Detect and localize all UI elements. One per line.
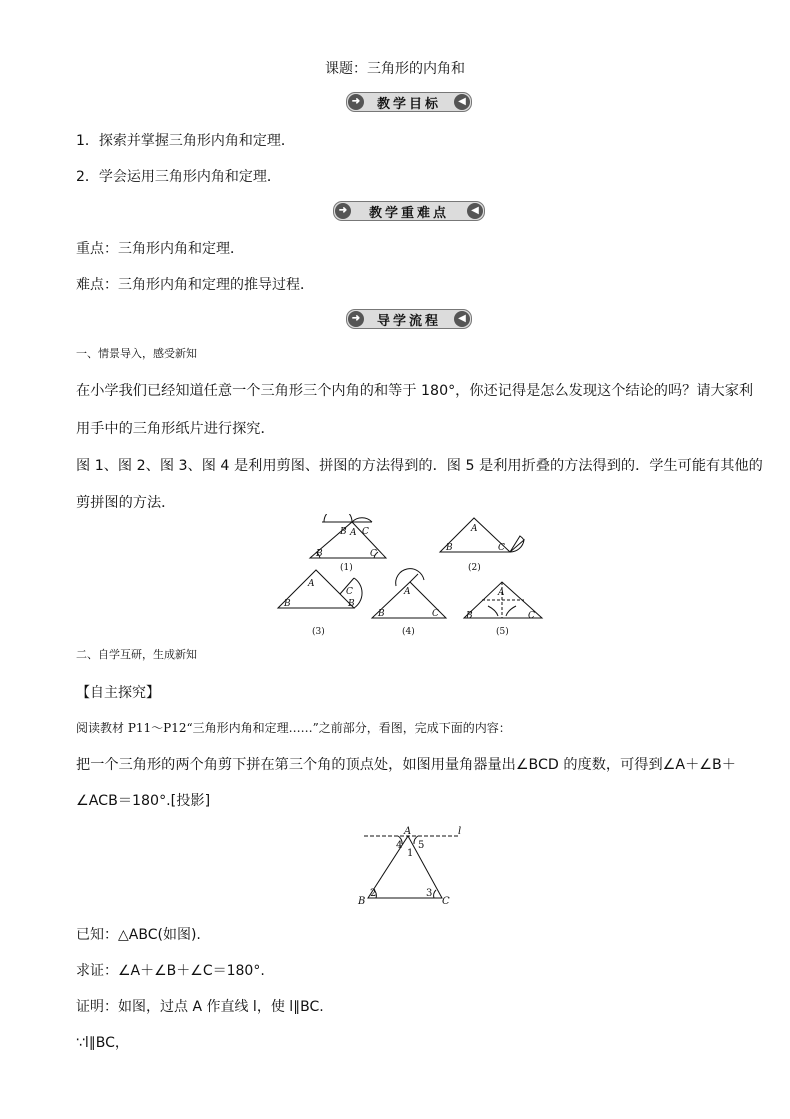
triangle-parallel-line-figure <box>350 824 470 906</box>
part2-heading: 二、自学互研，生成新知 <box>76 648 197 661</box>
triangle-cut-figures <box>270 514 550 642</box>
vertex-label: B <box>316 549 323 559</box>
vertex-label: B <box>466 611 473 621</box>
vertex-label: C <box>528 611 535 621</box>
vertex-label: A <box>471 524 478 534</box>
paragraph-line: 图 1、图 2、图 3、图 4 是利用剪图、拼图的方法得到的．图 5 是利用折叠的方法得到的．学生可能有其他的 <box>76 458 763 474</box>
section-banner-difficulty <box>333 201 485 221</box>
vertex-label: B <box>378 609 385 619</box>
vertex-label: A <box>350 528 357 538</box>
paragraph-line: ∠ACB＝180°.[投影] <box>76 793 211 809</box>
given-statement: 已知：△ABC(如图). <box>76 927 201 943</box>
part1-heading: 一、情景导入，感受新知 <box>76 347 197 360</box>
paragraph-line: 用手中的三角形纸片进行探究． <box>76 421 275 437</box>
read-instruction: 阅读教材 P11～P12“三角形内角和定理……”之前部分，看图，完成下面的内容： <box>76 721 511 735</box>
section-banner-label: 教学重难点 <box>368 205 449 221</box>
section-banner-label: 教学目标 <box>376 96 441 112</box>
vertex-label: B <box>348 599 355 609</box>
vertex-label: A <box>404 826 412 837</box>
subheading: 【自主探究】 <box>76 685 160 701</box>
prove-statement: 求证：∠A＋∠B＋∠C＝180°. <box>76 963 265 979</box>
arrow-right-icon: ➜ <box>348 94 364 110</box>
angle-label: 4 <box>396 840 403 851</box>
vertex-label: C <box>362 527 369 537</box>
paragraph-line: 在小学我们已经知道任意一个三角形三个内角的和等于 180°，你还记得是怎么发现这个结论的吗？请大家利 <box>76 383 754 399</box>
figure-caption: (2) <box>468 563 481 573</box>
vertex-label: C <box>370 549 377 559</box>
vertex-label: B <box>358 896 366 906</box>
goal-item: 2．学会运用三角形内角和定理． <box>76 169 281 185</box>
line-label: l <box>458 826 462 837</box>
vertex-label: A <box>498 588 505 598</box>
angle-label: 3 <box>426 888 433 899</box>
figure-caption: (1) <box>340 563 353 573</box>
goal-item: 1．探索并掌握三角形内角和定理． <box>76 133 295 149</box>
angle-label: 5 <box>418 840 425 851</box>
paragraph-line: 把一个三角形的两个角剪下拼在第三个角的顶点处，如图用量角器量出∠BCD 的度数，可得到∠A＋∠B＋ <box>76 757 736 773</box>
arrow-left-icon: ◀ <box>454 311 470 327</box>
figure-caption: (4) <box>402 627 415 637</box>
figure-caption: (3) <box>312 627 325 637</box>
arrow-right-icon: ➜ <box>348 311 364 327</box>
section-banner-label: 导学流程 <box>376 313 441 329</box>
paragraph-line: 剪拼图的方法． <box>76 495 176 511</box>
vertex-label: C <box>498 543 505 553</box>
proof-because: ∵l∥BC， <box>76 1035 129 1051</box>
arrow-left-icon: ◀ <box>467 203 483 219</box>
vertex-label: A <box>404 587 411 597</box>
vertex-label: B <box>446 543 453 553</box>
proof-start: 证明：如图，过点 A 作直线 l，使 l∥BC. <box>76 999 324 1015</box>
difficulty-text: 难点：三角形内角和定理的推导过程． <box>76 277 314 293</box>
figure-caption: (5) <box>496 627 509 637</box>
angle-label: 2 <box>370 888 377 899</box>
vertex-label: B <box>284 599 291 609</box>
vertex-label: C <box>432 609 439 619</box>
vertex-label: C <box>346 587 353 597</box>
vertex-label: A <box>308 579 315 589</box>
focus-text: 重点：三角形内角和定理． <box>76 241 244 257</box>
vertex-label: B <box>340 527 347 537</box>
vertex-label: C <box>442 896 450 906</box>
page-title: 课题：三角形的内角和 <box>325 61 465 77</box>
arrow-left-icon: ◀ <box>454 94 470 110</box>
section-banner-flow <box>346 309 472 329</box>
arrow-right-icon: ➜ <box>335 203 351 219</box>
section-banner-goals <box>346 92 472 112</box>
angle-label: 1 <box>407 848 414 859</box>
